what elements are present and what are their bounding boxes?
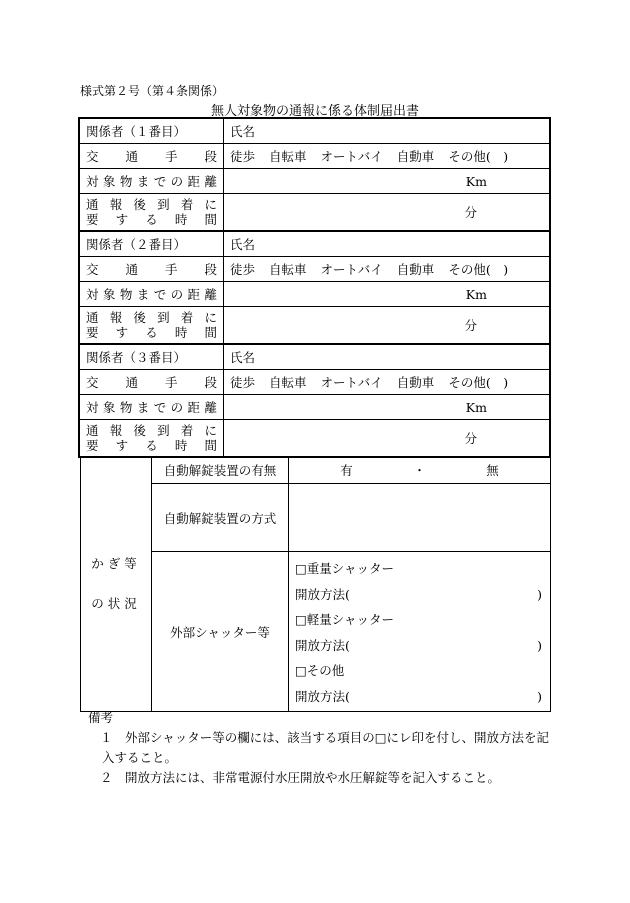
key-status-label-line1: かぎ等 xyxy=(91,556,141,571)
transport-option[interactable]: オートバイ xyxy=(320,262,383,277)
arrival-label-line2: 要 す る 時 間 xyxy=(86,325,217,340)
notes xyxy=(88,708,558,788)
time-unit: 分 xyxy=(464,318,477,333)
person-3-arrival-time-field[interactable] xyxy=(224,420,551,458)
transport-option[interactable]: 自動車 xyxy=(396,375,435,390)
arrival-time-label xyxy=(79,194,224,232)
transport-option[interactable]: その他( ) xyxy=(448,262,509,277)
method-close: ) xyxy=(537,688,542,704)
shutter-options xyxy=(289,552,551,712)
shutter-type-checkbox[interactable]: □その他 xyxy=(295,663,345,678)
shutter-type-checkbox[interactable]: □軽量シャッター xyxy=(295,612,395,627)
time-unit: 分 xyxy=(464,205,477,220)
distance-unit: Km xyxy=(465,399,487,415)
person-3-distance-field[interactable] xyxy=(224,395,551,420)
person-3-header: 関係者（３番目） xyxy=(79,344,224,370)
name-label: 氏名 xyxy=(230,350,256,365)
person-1-name-field[interactable] xyxy=(224,118,551,144)
transport-label xyxy=(79,257,224,282)
transport-label-text: 交 通 手 段 xyxy=(86,149,217,164)
person-2-distance-field[interactable] xyxy=(224,282,551,307)
time-unit: 分 xyxy=(464,431,477,446)
transport-option[interactable]: 自転車 xyxy=(269,375,307,390)
name-label: 氏名 xyxy=(230,237,256,252)
transport-option[interactable]: オートバイ xyxy=(320,375,383,390)
key-status-label xyxy=(81,457,152,712)
distance-unit: Km xyxy=(465,173,487,189)
transport-option[interactable]: 自転車 xyxy=(269,149,307,164)
presence-no[interactable]: 無 xyxy=(486,463,499,478)
arrival-label-line1: 通 報 後 到 着 に xyxy=(86,423,217,438)
notes-heading: 備考 xyxy=(88,710,114,725)
arrival-label-line1: 通 報 後 到 着 に xyxy=(86,310,217,325)
person-1-distance-field[interactable] xyxy=(224,169,551,194)
transport-label-text: 交 通 手 段 xyxy=(86,262,217,277)
person-3-name-field[interactable] xyxy=(224,344,551,370)
form-number: 様式第２号（第４条関係） xyxy=(80,84,225,98)
document-title: 無人対象物の通報に係る体制届出書 xyxy=(210,104,419,119)
auto-lock-method-label: 自動解錠装置の方式 xyxy=(152,484,289,552)
distance-unit: Km xyxy=(465,286,487,302)
contact-persons-table xyxy=(78,117,551,458)
transport-label-text: 交 通 手 段 xyxy=(86,375,217,390)
transport-option[interactable]: 徒歩 xyxy=(230,262,256,277)
transport-option[interactable]: その他( ) xyxy=(448,149,509,164)
person-2-transport-options[interactable] xyxy=(224,257,551,282)
auto-lock-presence-options[interactable] xyxy=(289,457,551,484)
person-3-transport-options[interactable] xyxy=(224,370,551,395)
transport-option[interactable]: オートバイ xyxy=(320,149,383,164)
note-item-1: １ 外部シャッター等の欄には、該当する項目の□にレ印を付し、開放方法を記入すること。 xyxy=(100,730,550,765)
transport-option[interactable]: 徒歩 xyxy=(230,149,256,164)
shutter-method-field[interactable] xyxy=(295,633,542,659)
shutter-method-field[interactable] xyxy=(295,684,542,710)
transport-option[interactable]: 自動車 xyxy=(396,149,435,164)
arrival-label-line1: 通 報 後 到 着 に xyxy=(86,197,217,212)
person-2-name-field[interactable] xyxy=(224,231,551,257)
transport-option[interactable]: 徒歩 xyxy=(230,375,256,390)
method-label: 開放方法( xyxy=(295,637,350,653)
distance-label: 対 象 物 ま で の 距 離 xyxy=(79,169,224,194)
key-status-label-line2: の状況 xyxy=(91,596,141,611)
transport-option[interactable]: その他( ) xyxy=(448,375,509,390)
arrival-time-label xyxy=(79,420,224,458)
arrival-time-label xyxy=(79,307,224,345)
presence-yes[interactable]: 有 xyxy=(340,463,353,478)
method-close: ) xyxy=(537,637,542,653)
arrival-label-line2: 要 す る 時 間 xyxy=(86,438,217,453)
arrival-label-line2: 要 す る 時 間 xyxy=(86,212,217,227)
presence-separator: ・ xyxy=(413,463,426,478)
method-label: 開放方法( xyxy=(295,688,350,704)
distance-label: 対 象 物 ま で の 距 離 xyxy=(79,395,224,420)
shutter-method-field[interactable] xyxy=(295,582,542,608)
auto-lock-method-field[interactable] xyxy=(289,484,551,552)
shutter-type-checkbox[interactable]: □重量シャッター xyxy=(295,561,395,576)
name-label: 氏名 xyxy=(230,124,256,139)
person-2-header: 関係者（２番目） xyxy=(79,231,224,257)
method-label: 開放方法( xyxy=(295,586,350,602)
person-1-transport-options[interactable] xyxy=(224,144,551,169)
shutter-label: 外部シャッター等 xyxy=(152,552,289,712)
method-close: ) xyxy=(537,586,542,602)
transport-option[interactable]: 自転車 xyxy=(269,262,307,277)
note-item-2: ２ 開放方法には、非常電源付水圧開放や水圧解錠等を記入すること。 xyxy=(100,770,501,785)
key-status-table xyxy=(80,456,551,712)
transport-label xyxy=(79,144,224,169)
auto-lock-presence-label: 自動解錠装置の有無 xyxy=(152,457,289,484)
transport-option[interactable]: 自動車 xyxy=(396,262,435,277)
distance-label: 対 象 物 ま で の 距 離 xyxy=(79,282,224,307)
person-1-header: 関係者（１番目） xyxy=(79,118,224,144)
person-2-arrival-time-field[interactable] xyxy=(224,307,551,345)
transport-label xyxy=(79,370,224,395)
person-1-arrival-time-field[interactable] xyxy=(224,194,551,232)
